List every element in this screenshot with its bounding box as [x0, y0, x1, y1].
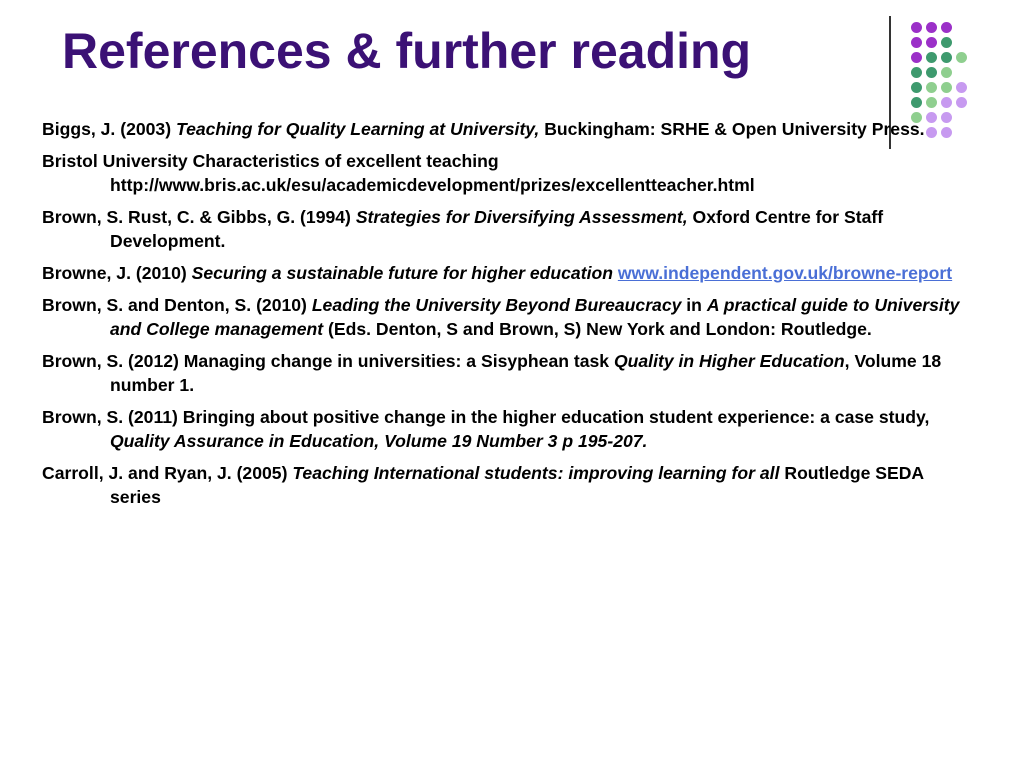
decorative-dot	[941, 97, 952, 108]
decorative-dot	[911, 52, 922, 63]
reference-text: Bristol University Characteristics of excellent teaching http://www.bris.ac.uk/esu/academicdevelopment/prizes/excellentteacher.html	[42, 151, 755, 195]
decorative-dot	[911, 22, 922, 33]
decorative-dot	[941, 52, 952, 63]
reference-title: Securing a sustainable future for higher education	[191, 263, 613, 283]
decorative-dot	[941, 67, 952, 78]
decorative-dot	[941, 37, 952, 48]
reference-text: Brown, S. Rust, C. & Gibbs, G. (1994)	[42, 207, 356, 227]
reference-text: Routledge SEDA series	[110, 463, 924, 507]
decorative-dot	[941, 82, 952, 93]
reference-text: Oxford Centre for Staff Development.	[110, 207, 884, 251]
decorative-dot	[956, 52, 967, 63]
reference-title: A practical guide to University and College management	[110, 295, 960, 339]
reference-item	[42, 205, 972, 253]
reference-list	[42, 117, 972, 517]
decorative-dot	[926, 67, 937, 78]
reference-text: (Eds. Denton, S and Brown, S) New York and London: Routledge.	[323, 319, 872, 339]
reference-text: Browne, J. (2010)	[42, 263, 192, 283]
reference-item	[42, 349, 972, 397]
reference-text: in	[681, 295, 707, 315]
reference-title: Leading the University Beyond Bureaucracy	[311, 295, 682, 315]
decorative-dot	[926, 82, 937, 93]
reference-item	[42, 117, 972, 141]
reference-text: Brown, S. (2011) Bringing about positive change in the higher education student experience: a case study,	[42, 407, 930, 427]
decorative-dot	[926, 22, 937, 33]
decorative-dot	[926, 37, 937, 48]
reference-title: Quality in Higher Education	[613, 351, 845, 371]
decorative-dot	[926, 97, 937, 108]
decorative-dot	[926, 52, 937, 63]
reference-item	[42, 405, 972, 453]
decorative-dot	[911, 82, 922, 93]
decorative-dot	[956, 97, 967, 108]
reference-title: Strategies for Diversifying Assessment,	[355, 207, 688, 227]
decorative-dot	[911, 97, 922, 108]
reference-text: Biggs, J. (2003)	[42, 119, 176, 139]
reference-item	[42, 261, 972, 285]
decorative-dot	[911, 37, 922, 48]
reference-text: Carroll, J. and Ryan, J. (2005)	[42, 463, 293, 483]
slide-title: References & further reading	[62, 23, 752, 79]
reference-title: Quality Assurance in Education, Volume 19 Number 3 p 195-207.	[110, 431, 648, 451]
reference-text: Buckingham: SRHE & Open University Press.	[539, 119, 925, 139]
reference-text: , Volume 18 number 1.	[110, 351, 942, 395]
reference-text: Brown, S. (2012) Managing change in universities: a Sisyphean task	[42, 351, 614, 371]
decorative-dot	[956, 82, 967, 93]
reference-title: Teaching International students: improving learning for all	[292, 463, 780, 483]
decorative-dot	[911, 67, 922, 78]
reference-title: Teaching for Quality Learning at University,	[175, 119, 540, 139]
reference-item	[42, 461, 972, 509]
reference-link[interactable]: www.independent.gov.uk/browne-report	[617, 263, 953, 283]
reference-text: Brown, S. and Denton, S. (2010)	[42, 295, 312, 315]
decorative-dot	[941, 22, 952, 33]
reference-item	[42, 293, 972, 341]
reference-item	[42, 149, 972, 197]
